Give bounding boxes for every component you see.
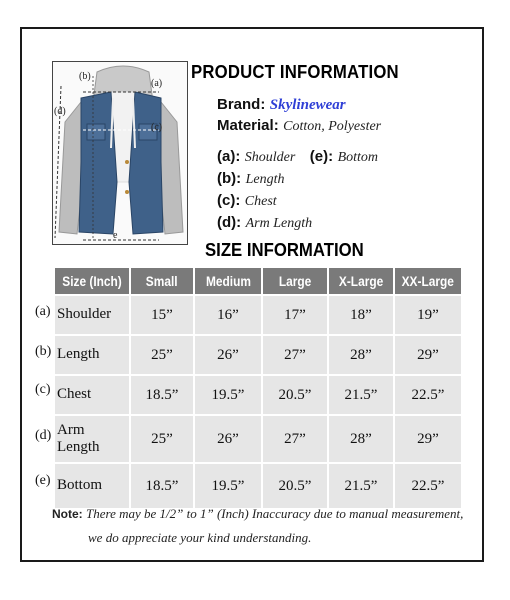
row-name: Shoulder [55,296,129,334]
mark-d: (d) [54,106,66,117]
legend-b-value: Length [245,172,285,187]
cell: 25” [131,416,193,462]
header-medium: Medium [195,268,261,294]
note-line-1 [52,506,463,522]
legend-row-d [217,214,312,232]
cell: 20.5” [263,464,327,508]
brand-row [217,96,346,114]
size-information-title: SIZE INFORMATION [205,240,364,260]
table-row [55,416,461,462]
table-row [55,336,461,374]
cell: 27” [263,416,327,462]
header-small: Small [131,268,193,294]
mark-c: (c) [151,122,163,133]
cell: 19.5” [195,464,261,508]
cell: 18” [329,296,393,334]
row-mark-b: (b) [35,344,52,359]
legend-row-a-e [217,148,378,166]
cell: 19.5” [195,376,261,414]
cell: 25” [131,336,193,374]
cell: 15” [131,296,193,334]
cell: 18.5” [131,464,193,508]
cell: 21.5” [329,464,393,508]
cell: 27” [263,336,327,374]
material-row [217,117,381,135]
header-size-inch: Size (Inch) [55,268,129,294]
legend-c-value: Chest [244,194,277,209]
note-text-1: There may be 1/2” to 1” (Inch) Inaccuracy due to manual measurement, [86,506,464,521]
legend-e-key: (e): [309,148,334,165]
cell: 29” [395,336,461,374]
cell: 26” [195,416,261,462]
material-label: Material: [217,117,279,134]
jacket-illustration [53,62,188,245]
legend-c-key: (c): [217,192,241,209]
row-mark-a: (a) [35,304,51,319]
row-name: Length [55,336,129,374]
row-name: Bottom [55,464,129,508]
cell: 19” [395,296,461,334]
legend-e-value: Bottom [337,150,379,165]
row-mark-d: (d) [35,428,52,443]
table-row [55,376,461,414]
legend-row-b [217,170,285,188]
material-value: Cotton, Polyester [283,119,382,134]
header-xx-large: XX-Large [395,268,461,294]
brand-label: Brand: [217,96,266,113]
mark-a: (a) [151,78,163,89]
legend-row-c [217,192,277,210]
note-text-2: we do appreciate your kind understanding. [88,530,312,545]
row-name: Chest [55,376,129,414]
legend-a-value: Shoulder [244,150,296,165]
product-information-title: PRODUCT INFORMATION [191,62,399,82]
table-header-row [55,268,461,294]
header-large: Large [263,268,327,294]
note-label: Note: [52,507,83,521]
table-row [55,464,461,508]
row-name: Arm Length [55,416,129,462]
cell: 17” [263,296,327,334]
row-mark-e: (e) [35,473,51,488]
legend-a-key: (a): [217,148,241,165]
cell: 29” [395,416,461,462]
cell: 22.5” [395,464,461,508]
legend-d-value: Arm Length [245,216,313,231]
cell: 28” [329,336,393,374]
mark-b: (b) [79,71,91,82]
table-row [55,296,461,334]
header-x-large: X-Large [329,268,393,294]
cell: 18.5” [131,376,193,414]
cell: 21.5” [329,376,393,414]
mark-e: e [113,230,118,241]
cell: 26” [195,336,261,374]
legend-b-key: (b): [217,170,242,187]
row-mark-c: (c) [35,382,51,397]
brand-value: Skylinewear [269,97,346,113]
size-table [53,266,463,510]
cell: 16” [195,296,261,334]
cell: 28” [329,416,393,462]
cell: 20.5” [263,376,327,414]
legend-d-key: (d): [217,214,242,231]
cell: 22.5” [395,376,461,414]
product-image [52,61,188,245]
